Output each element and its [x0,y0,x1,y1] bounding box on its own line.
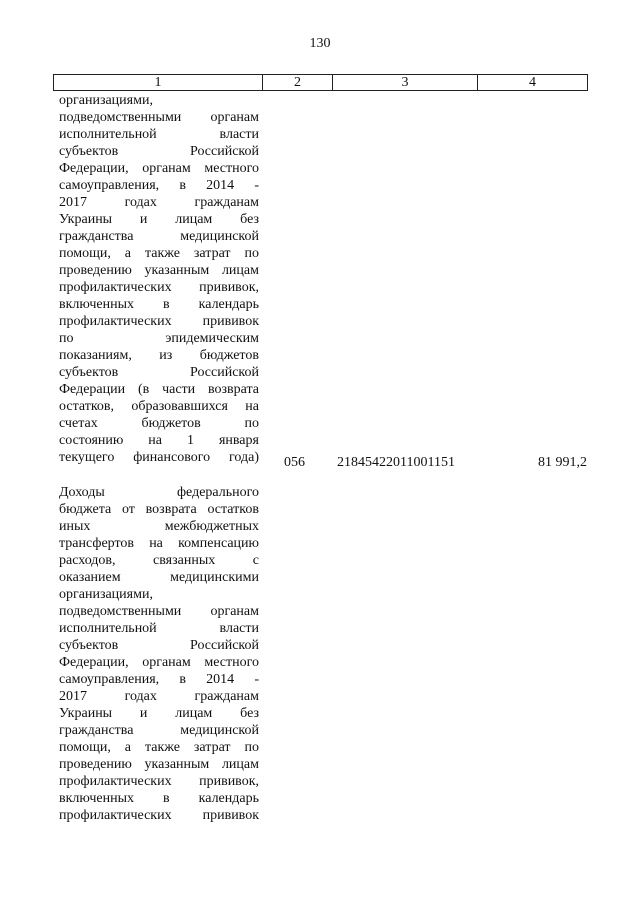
description-line: трансфертов на компенсацию [59,536,259,551]
description-line: иных межбюджетных [59,519,259,534]
header-col-3: 3 [333,75,478,90]
description-line: включенных в календарь [59,791,259,806]
description-line: расходов, связанных с [59,553,259,568]
description-line: включенных в календарь [59,297,259,312]
description-line: исполнительной власти [59,127,259,142]
description-line: Украины и лицам без [59,706,259,721]
description-line: проведению указанным лицам [59,263,259,278]
description-line: подведомственными органам [59,604,259,619]
description-line: подведомственными органам [59,110,259,125]
description-line: остатков, образовавшихся на [59,399,259,414]
description-line: профилактических прививок [59,314,259,329]
description-line: показаниям, из бюджетов [59,348,259,363]
description-line: помощи, а также затрат по [59,246,259,261]
row1-description [59,92,259,466]
header-col-2: 2 [263,75,333,90]
description-line: самоуправления, в 2014 - [59,178,259,193]
row2-description [59,484,259,824]
row1-amount: 81 991,2 [538,455,587,470]
description-line: Федерации (в части возврата [59,382,259,397]
description-line: помощи, а также затрат по [59,740,259,755]
header-col-4: 4 [529,74,536,90]
description-line: организациями, [59,587,153,602]
description-line: проведению указанным лицам [59,757,259,772]
description-line: Украины и лицам без [59,212,259,227]
description-line: состоянию на 1 января [59,433,259,448]
description-line: счетах бюджетов по [59,416,259,431]
description-line: субъектов Российской [59,144,259,159]
description-line: субъектов Российской [59,365,259,380]
description-line: по эпидемическим [59,331,259,346]
description-line: исполнительной власти [59,621,259,636]
description-line: субъектов Российской [59,638,259,653]
description-line: оказанием медицинскими [59,570,259,585]
description-line: Федерации, органам местного [59,655,259,670]
description-line: 2017 годах гражданам [59,689,259,704]
row1-kbk-code: 21845422011001151 [337,455,455,470]
description-line: гражданства медицинской [59,229,259,244]
table-header [53,74,588,91]
description-line: профилактических прививок, [59,280,259,295]
description-line: организациями, [59,93,153,108]
description-line: Доходы федерального [59,485,259,500]
header-col-1: 1 [54,75,263,90]
description-line: текущего финансового года) [59,450,259,465]
description-line: профилактических прививок [59,808,259,823]
description-line: Федерации, органам местного [59,161,259,176]
description-line: гражданства медицинской [59,723,259,738]
row1-admin-code: 056 [284,455,305,470]
page-number: 130 [309,36,331,51]
description-line: бюджета от возврата остатков [59,502,259,517]
description-line: 2017 годах гражданам [59,195,259,210]
description-line: самоуправления, в 2014 - [59,672,259,687]
description-line: профилактических прививок, [59,774,259,789]
